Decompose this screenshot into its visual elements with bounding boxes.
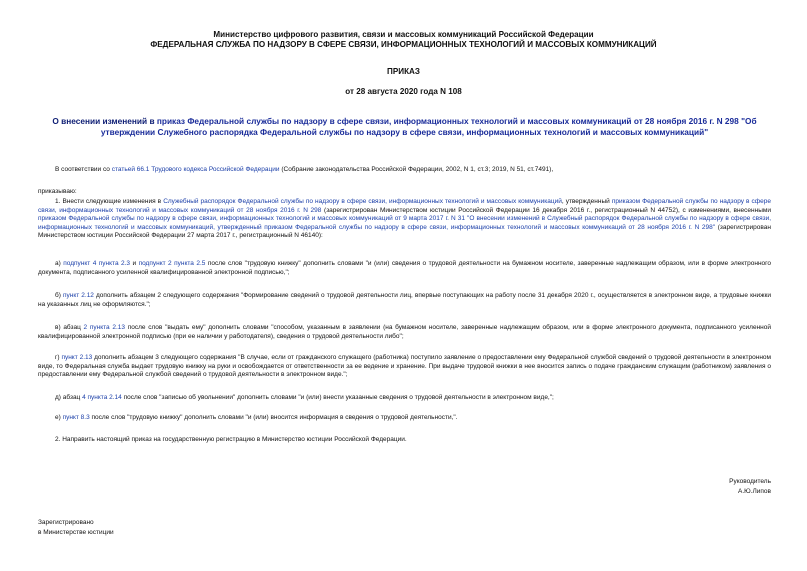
- labor-code-link[interactable]: статьей 66.1 Трудового кодекса Российской Федерации: [111, 166, 280, 173]
- sub-g-text-1: г): [55, 354, 62, 361]
- order-298-link[interactable]: приказом Федеральной службы по надзору в сфере связи, информационных технологий и массовых коммуникаций от 28 ноября 2016 г. N 298: [38, 198, 771, 214]
- sub-a-link-1[interactable]: подпункт 4 пункта 2.3: [63, 260, 131, 267]
- signature-name: А.Ю.Липов: [738, 488, 771, 495]
- item2-text: 2. Направить настоящий приказ на государственную регистрацию в Министерство юстиции Российской Федерации.: [55, 436, 407, 443]
- subject-order-link[interactable]: приказ Федеральной службы по надзору в сфере связи, информационных технологий и массовых коммуникаций от 28 ноября 2016 г. N 298 "Об утверждении Служебного распорядка Федеральной службы по надзору в сфере связи, информационных технологий и массовых коммуникаций": [100, 116, 757, 137]
- sub-v-text-2: после слов "выдать ему" дополнить словами "способом, указанным в заявлении (на бумажном носителе, заверенные надлежащим образом, или в форме электронного документа, подписанного усиленной квалифицированной электронной подписью (при ее наличии у работодателя), сведения о трудовой деятельности либо";: [38, 324, 771, 340]
- signature-role: Руководитель: [729, 478, 771, 485]
- item1-text-2: , утвержденный: [561, 198, 612, 205]
- registration-line-1: Зарегистрировано: [38, 519, 94, 526]
- regulations-link[interactable]: Служебный распорядок Федеральной службы по надзору в сфере связи, информационных технологий и массовых коммуникаций: [163, 198, 562, 205]
- sub-d-text-1: д) абзац: [55, 394, 83, 401]
- sub-e-text-2: после слов "трудовую книжку" дополнить словами "и (или) вносится информация в сведения о трудовой деятельности,".: [89, 414, 458, 421]
- ministry-title: Министерство цифрового развития, связи и массовых коммуникаций Российской Федерации: [213, 30, 594, 39]
- registration-line-2: в Министерстве юстиции: [38, 529, 114, 536]
- sub-b-text-1: б): [55, 292, 63, 299]
- sub-v-text-1: в) абзац: [55, 324, 84, 331]
- sub-v-link[interactable]: 2 пункта 2.13: [83, 324, 125, 331]
- sub-e-link[interactable]: пункт 8.3: [62, 414, 90, 421]
- sub-d-text-2: после слов "записью об увольнении" дополнить словами "и (или) внести указанные сведения о трудовой деятельности в электронном виде,";: [121, 394, 554, 401]
- sub-a-text-2: и: [130, 260, 139, 267]
- subitem-a: [38, 260, 771, 277]
- sub-a-text-1: а): [55, 260, 64, 267]
- sub-e-text-1: е): [55, 414, 63, 421]
- order-31-link[interactable]: приказом Федеральной службы по надзору в сфере связи, информационных технологий и массовых коммуникаций от 9 марта 2017 г. N 31 "О внесении изменений в Служебный распорядок Федеральной службы по надзору в сфере связи, информационных технологий и массовых коммуникаций, утвержденный приказом Федеральной службы по надзору в сфере связи, информационных технологий и массовых коммуникаций от 28 ноября 2016 г. N 298": [38, 215, 771, 231]
- basis-prefix: В соответствии со: [55, 166, 112, 173]
- subject-prefix: О внесении изменений в: [52, 116, 157, 126]
- sub-b-text-2: дополнить абзацем 2 следующего содержания "Формирование сведений о трудовой деятельности лиц, впервые поступающих на работу после 31 декабря 2020 г., осуществляется в электронном виде, а трудовые книжки на указанных лиц не оформляются.";: [38, 292, 771, 308]
- subitem-e: [38, 414, 771, 423]
- sub-b-link[interactable]: пункт 2.12: [62, 292, 94, 299]
- item1-text-3: (зарегистрирован Министерством юстиции Российской Федерации 16 декабря 2016 г., регистрационный N 44752), с изменениями, внесенными: [321, 206, 771, 214]
- doc-type: ПРИКАЗ: [387, 67, 420, 76]
- sub-a-text-3: после слов "трудовую книжку" дополнить словами "и (или) сведения о трудовой деятельности на бумажном носителе, заверенные надлежащим образом, или в форме электронного документа, подписанного усиленной квалифицированной электронной подписью,";: [38, 260, 771, 276]
- subitem-d: [38, 394, 771, 403]
- order-word: приказываю:: [38, 188, 77, 195]
- sub-a-link-2[interactable]: подпункт 2 пункта 2.5: [138, 260, 206, 267]
- sub-d-link[interactable]: 4 пункта 2.14: [82, 394, 122, 401]
- basis-suffix: (Собрание законодательства Российской Федерации, 2002, N 1, ст.3; 2019, N 51, ст.7491),: [279, 166, 554, 173]
- item-1: [38, 198, 771, 241]
- item1-text-1: 1. Внести следующие изменения в: [55, 198, 164, 205]
- subitem-b: [38, 292, 771, 309]
- subitem-v: [38, 324, 771, 341]
- document-subject: [38, 116, 771, 138]
- subitem-g: [38, 354, 771, 380]
- service-title: ФЕДЕРАЛЬНАЯ СЛУЖБА ПО НАДЗОРУ В СФЕРЕ СВЯЗИ, ИНФОРМАЦИОННЫХ ТЕХНОЛОГИЙ И МАССОВЫХ КОММУНИКАЦИЙ: [150, 40, 657, 49]
- sub-g-link[interactable]: пункт 2.13: [61, 354, 93, 361]
- item1-text-4: (зарегистрирован Министерством юстиции Российской Федерации 27 марта 2017 г., регистрационный N 46140):: [38, 223, 771, 239]
- sub-g-text-2: дополнить абзацем 3 следующего содержания "В случае, если от гражданского служащего (работника) поступило заявление о предоставлении ему Федеральной службой сведений о трудовой деятельности в электронном виде, то Федеральная служба выдает трудовую книжку на руки и освобождается от ответственности за ее ведение и хранение. При выдаче трудовой книжки в нее вносится запись о подаче гражданским служащим (работником) заявления о предоставлении ему Федеральной службой сведений о трудовой деятельности в электронном виде.";: [38, 354, 771, 378]
- legal-basis: [55, 166, 785, 175]
- item-2: [38, 436, 771, 445]
- doc-date-number: от 28 августа 2020 года N 108: [345, 87, 462, 96]
